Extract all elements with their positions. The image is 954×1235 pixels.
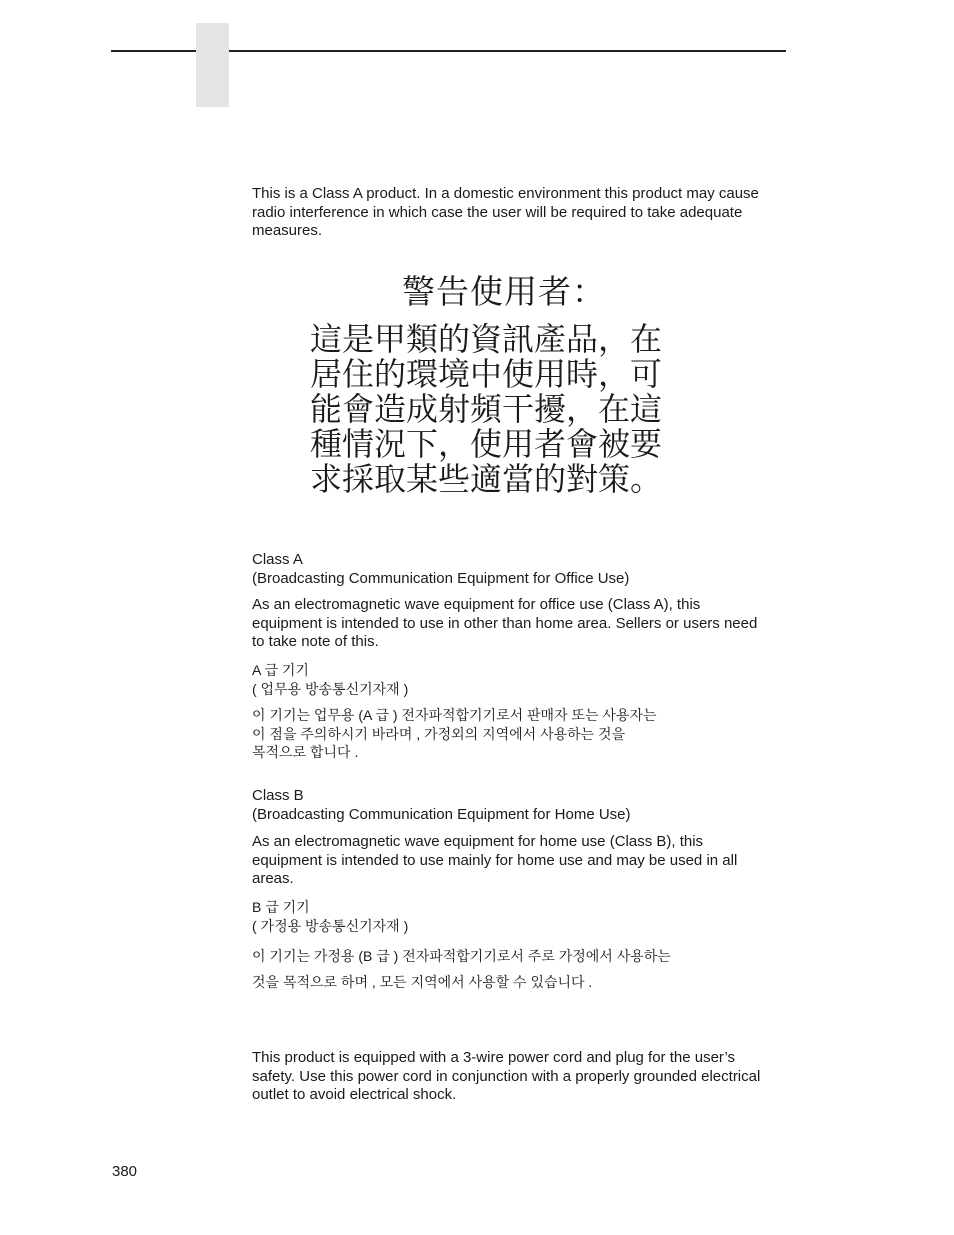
korea-class-a-heading: Class A (Broadcasting Communication Equipment for Office Use) — [252, 551, 630, 587]
power-cord-notice: This product is equipped with a 3-wire power cord and plug for the user’s safety. Use this power cord in conjunction with a properly grounded electrical outlet to avoid electrical shock. — [252, 1049, 761, 1104]
korea-class-b-body: As an electromagnetic wave equipment for home use (Class B), this equipment is intended to use mainly for home use and may be used in all areas. — [252, 833, 738, 888]
korea-class-a-ko-heading: A 급 기기 ( 업무용 방송통신기자재 ) — [252, 662, 409, 697]
korea-class-a-ko-body: 이 기기는 업무용 (A 급 ) 전자파적합기기로서 판매자 또는 사용자는 이 점을 주의하시기 바라며 , 가정외의 지역에서 사용하는 것을 목적으로 합니다 . — [252, 707, 657, 761]
korea-class-a-body: As an electromagnetic wave equipment for office use (Class A), this equipment is intended to use in other than home area. Sellers or users need to take note of this. — [252, 596, 758, 651]
page-number: 380 — [112, 1163, 138, 1180]
taiwan-warning-body: 這是甲類的資訊產品，在 居住的環境中使用時，可 能會造成射頻干擾，在這 種情況下，使用者會被要 求採取某些適當的對策。 — [310, 320, 663, 498]
korea-class-b-ko-body: 이 기기는 가정용 (B 급 ) 전자파적합기기로서 주로 가정에서 사용하는 것을 목적으로 하며 , 모든 지역에서 사용할 수 있습니다 . — [252, 948, 671, 990]
korea-class-b-heading: Class B (Broadcasting Communication Equipment for Home Use) — [252, 787, 631, 823]
korea-class-b-ko-heading: B 급 기기 ( 가정용 방송통신기자재 ) — [252, 899, 409, 934]
class-a-notice: This is a Class A product. In a domestic environment this product may cause radio interference in which case the user will be required to take adequate measures. — [252, 185, 759, 240]
taiwan-warning-title: 警告使用者： — [402, 272, 606, 311]
chapter-tab-block — [196, 23, 229, 107]
